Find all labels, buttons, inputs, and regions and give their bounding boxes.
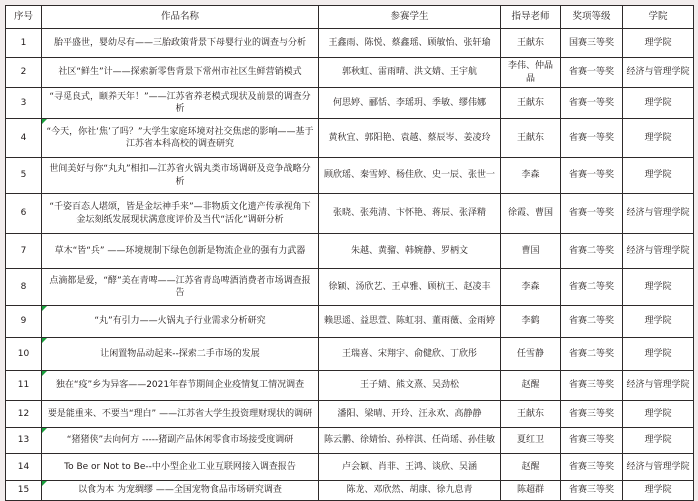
table-row	[6, 306, 694, 338]
table-row	[6, 428, 694, 454]
cell-college: 经济与管理学院	[623, 371, 694, 401]
cell-teacher: 李鹤	[501, 306, 561, 338]
cell-award: 省赛二等奖	[561, 338, 623, 371]
cell-teacher: 王献东	[501, 401, 561, 428]
table-row	[6, 234, 694, 269]
cell-students: 徐颖、汤欣艺、王卓雅、顾杭王、赵凌丰	[319, 269, 501, 306]
cell-index: 6	[6, 194, 42, 234]
table-body	[6, 29, 694, 501]
cell-award: 省赛二等奖	[561, 306, 623, 338]
cell-students: 赖思遥、益思萱、陈虹羽、董雨薇、金雨婷	[319, 306, 501, 338]
col-header-students: 参赛学生	[319, 6, 501, 29]
cell-students: 朱越、黄骝、韩婉静、罗柄文	[319, 234, 501, 269]
cell-title: 社区“鲜生”计——探索新零售背景下常州市社区生鲜营销模式	[42, 58, 319, 88]
cell-title: 以食为本 为宠绸缪 ——全国宠物食品市场研究调查	[42, 481, 319, 501]
cell-college: 理学院	[623, 428, 694, 454]
cell-award: 省赛三等奖	[561, 454, 623, 481]
cell-teacher: 王献东	[501, 29, 561, 58]
table-row	[6, 401, 694, 428]
col-header-title: 作品名称	[42, 6, 319, 29]
cell-award: 省赛三等奖	[561, 428, 623, 454]
table-row	[6, 119, 694, 158]
cell-award: 省赛二等奖	[561, 234, 623, 269]
table-row	[6, 454, 694, 481]
cell-students: 郭秋虹、雷雨晴、洪文婧、王宇航	[319, 58, 501, 88]
cell-teacher: 李森	[501, 269, 561, 306]
cell-index: 12	[6, 401, 42, 428]
table-row	[6, 194, 694, 234]
cell-teacher: 曹国	[501, 234, 561, 269]
cell-index: 9	[6, 306, 42, 338]
cell-title: 让闲置物品动起来--探索二手市场的发展	[42, 338, 319, 371]
cell-title: “千姿百态人堪颂，皆是金坛神手来”—非物质文化遗产传承视角下金坛刻纸发展现状满意度评价及当代“活化”调研分析	[42, 194, 319, 234]
cell-award: 省赛一等奖	[561, 158, 623, 194]
table-row	[6, 371, 694, 401]
cell-award: 省赛三等奖	[561, 481, 623, 501]
cell-award: 省赛一等奖	[561, 194, 623, 234]
cell-title: To Be or Not to Be--中小型企业工业互联网接入调查报告	[42, 454, 319, 481]
table-row	[6, 338, 694, 371]
table-row	[6, 88, 694, 119]
cell-teacher: 徐霞、曹国	[501, 194, 561, 234]
table-row	[6, 481, 694, 501]
cell-index: 7	[6, 234, 42, 269]
cell-index: 1	[6, 29, 42, 58]
cell-college: 理学院	[623, 338, 694, 371]
cell-index: 4	[6, 119, 42, 158]
cell-students: 张晓、张苑清、卞怀艳、蒋辰、张泽精	[319, 194, 501, 234]
cell-award: 省赛三等奖	[561, 371, 623, 401]
col-header-teacher: 指导老师	[501, 6, 561, 29]
cell-college: 理学院	[623, 29, 694, 58]
cell-students: 王瑞喜、宋翔宇、俞健欣、丁欣彤	[319, 338, 501, 371]
cell-title: 要是能重来、不要当“理白” ——江苏省大学生投资理财现状的调研	[42, 401, 319, 428]
cell-teacher: 任雪静	[501, 338, 561, 371]
award-results-table	[5, 5, 694, 501]
header-row	[6, 6, 694, 29]
cell-award: 省赛一等奖	[561, 58, 623, 88]
cell-title: “猪猪侠”去向何方 -----猪副产品休闲零食市场接受度调研	[42, 428, 319, 454]
cell-award: 省赛一等奖	[561, 88, 623, 119]
cell-students: 陈龙、邓欣然、胡康、徐九息青	[319, 481, 501, 501]
cell-college: 经济与管理学院	[623, 234, 694, 269]
cell-title: 草木“皆“兵” ——环境规制下绿色创新是物流企业的强有力武器	[42, 234, 319, 269]
table-row	[6, 58, 694, 88]
cell-students: 何思婷、郦恬、李瑶玥、季敏、缪伟娜	[319, 88, 501, 119]
cell-teacher: 夏红卫	[501, 428, 561, 454]
cell-index: 11	[6, 371, 42, 401]
cell-teacher: 赵醒	[501, 371, 561, 401]
cell-title: “丸”有引力——火锅丸子行业需求分析研究	[42, 306, 319, 338]
col-header-index: 序号	[6, 6, 42, 29]
cell-college: 理学院	[623, 401, 694, 428]
cell-title: 独在“疫”乡为异客——2021年春节期间企业疫情复工情况调查	[42, 371, 319, 401]
cell-college: 理学院	[623, 88, 694, 119]
cell-college: 经济与管理学院	[623, 194, 694, 234]
cell-title: “寻觅良式，颐养天年！”——江苏省养老模式现状及前景的调查分析	[42, 88, 319, 119]
cell-teacher: 李森	[501, 158, 561, 194]
cell-teacher: 赵醒	[501, 454, 561, 481]
cell-index: 8	[6, 269, 42, 306]
cell-teacher: 陈超群	[501, 481, 561, 501]
cell-teacher: 王献东	[501, 119, 561, 158]
cell-index: 3	[6, 88, 42, 119]
cell-students: 潘阳、梁晴、开玲、汪永欢、高静静	[319, 401, 501, 428]
table-row	[6, 158, 694, 194]
cell-teacher: 李伟、仲晶晶	[501, 58, 561, 88]
cell-students: 顾欣瑶、秦雪婷、杨佳欣、史一辰、张世一	[319, 158, 501, 194]
cell-title: “今天，你社‘焦’了吗？”大学生家庭环境对社交焦虑的影响——基于江苏省本科高校的调查研究	[42, 119, 319, 158]
col-header-college: 学院	[623, 6, 694, 29]
cell-index: 5	[6, 158, 42, 194]
cell-index: 14	[6, 454, 42, 481]
cell-college: 经济与管理学院	[623, 454, 694, 481]
cell-title: 世间美好与你“丸丸”相扣—江苏省火锅丸类市场调研及竞争战略分析	[42, 158, 319, 194]
cell-students: 陈云鹏、徐婧怡、孙梓淇、任尚瑶、孙佳敏	[319, 428, 501, 454]
cell-teacher: 王献东	[501, 88, 561, 119]
cell-college: 理学院	[623, 269, 694, 306]
cell-title: 胎平盛世，婴幼尽有——三胎政策背景下母婴行业的调查与分析	[42, 29, 319, 58]
cell-title: 点滴都是爱，“酵”美在青啤——江苏省青岛啤酒消费者市场调查报告	[42, 269, 319, 306]
cell-award: 省赛二等奖	[561, 269, 623, 306]
cell-college: 经济与管理学院	[623, 58, 694, 88]
cell-index: 10	[6, 338, 42, 371]
col-header-award: 奖项等级	[561, 6, 623, 29]
cell-students: 黄秋宜、郭阳艳、袁越、蔡辰岑、姜凌玲	[319, 119, 501, 158]
cell-college: 理学院	[623, 306, 694, 338]
cell-index: 2	[6, 58, 42, 88]
cell-award: 省赛三等奖	[561, 401, 623, 428]
cell-award: 国赛三等奖	[561, 29, 623, 58]
table-row	[6, 29, 694, 58]
table-row	[6, 269, 694, 306]
cell-index: 13	[6, 428, 42, 454]
cell-college: 理学院	[623, 158, 694, 194]
cell-index: 15	[6, 481, 42, 501]
cell-college: 理学院	[623, 119, 694, 158]
cell-students: 卢会颖、肖菲、王鸿、谈欣、吴涵	[319, 454, 501, 481]
cell-college: 理学院	[623, 481, 694, 501]
cell-award: 省赛一等奖	[561, 119, 623, 158]
cell-students: 王子婧、熊文熹、吴劲松	[319, 371, 501, 401]
cell-students: 王鑫雨、陈悦、蔡鑫瑶、顾敏怡、张轩瑜	[319, 29, 501, 58]
